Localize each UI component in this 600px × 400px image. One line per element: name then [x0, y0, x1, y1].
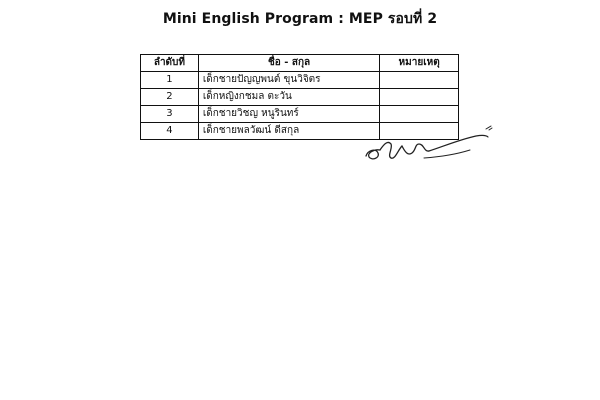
column-header-remark: หมายเหตุ: [380, 55, 459, 72]
student-name: เด็กหญิงกชมล ตะวัน: [198, 89, 379, 106]
row-remark: [380, 89, 459, 106]
row-number: 1: [141, 72, 199, 89]
row-number: 2: [141, 89, 199, 106]
row-number: 4: [141, 123, 199, 140]
table-row: [141, 72, 459, 89]
row-remark: [380, 72, 459, 89]
student-name: เด็กชายปัญญพนต์ ขุนวิจิตร: [198, 72, 379, 89]
column-header-number: ลำดับที่: [141, 55, 199, 72]
document-title: Mini English Program : MEP รอบที่ 2: [162, 11, 438, 27]
table-row: [141, 89, 459, 106]
table-header-row: [141, 55, 459, 72]
handwritten-signature: [358, 122, 498, 168]
column-header-name: ชื่อ - สกุล: [198, 55, 379, 72]
row-remark: [380, 106, 459, 123]
table-row: [141, 106, 459, 123]
student-name: เด็กชายวิชญ หนูรินทร์: [198, 106, 379, 123]
student-name: เด็กชายพลวัฒน์ ดีสกุล: [198, 123, 379, 140]
row-number: 3: [141, 106, 199, 123]
